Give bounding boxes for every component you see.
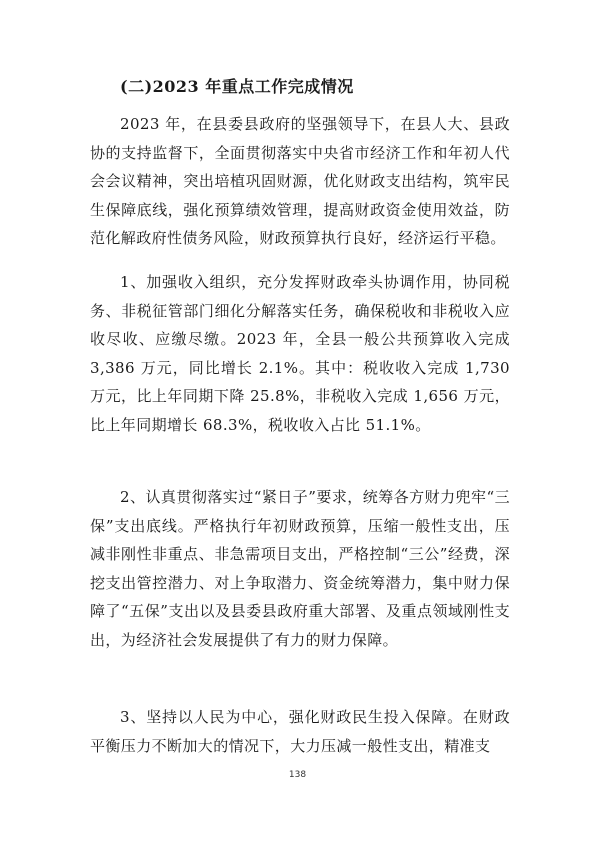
paragraph-revenue: 1、加强收入组织，充分发挥财政牵头协调作用，协同税务、非税征管部门细化分解落实任务，确保税收和非税收入应收尽收、应缴尽缴。2023 年，全县一般公共预算收入完成 3,386 万元，同比增长 2.1%。其中：税收收入完成 1,730 万元，比上年同期下降 25.8%，非税收入完成 1,656 万元，比上年同期增长 68.3%，税收收入占比 51.1%。 xyxy=(90,273,510,434)
section-heading: (二)2023 年重点工作完成情况 xyxy=(120,77,354,96)
paragraph-livelihood: 3、坚持以人民为中心，强化财政民生投入保障。在财政平衡压力不断加大的情况下，大力压减一般性支出，精准支 xyxy=(90,708,510,755)
paragraph-expenditure: 2、认真贯彻落实过“紧日子”要求，统筹各方财力兜牢“三保”支出底线。严格执行年初财政预算，压缩一般性支出，压减非刚性非重点、非急需项目支出，严格控制“三公”经费，深挖支出管控潜力、对上争取潜力、资金统筹潜力，集中财力保障了“五保”支出以及县委县政府重大部署、及重点领域刚性支出，为经济社会发展提供了有力的财力保障。 xyxy=(90,488,510,649)
paragraph-overview: 2023 年，在县委县政府的坚强领导下，在县人大、县政协的支持监督下，全面贯彻落实中央省市经济工作和年初人代会会议精神，突出培植巩固财源，优化财政支出结构，筑牢民生保障底线，强化预算绩效管理，提高财政资金使用效益，防范化解政府性债务风险，财政预算执行良好，经济运行平稳。 xyxy=(90,115,510,248)
page-number: 138 xyxy=(288,770,307,780)
